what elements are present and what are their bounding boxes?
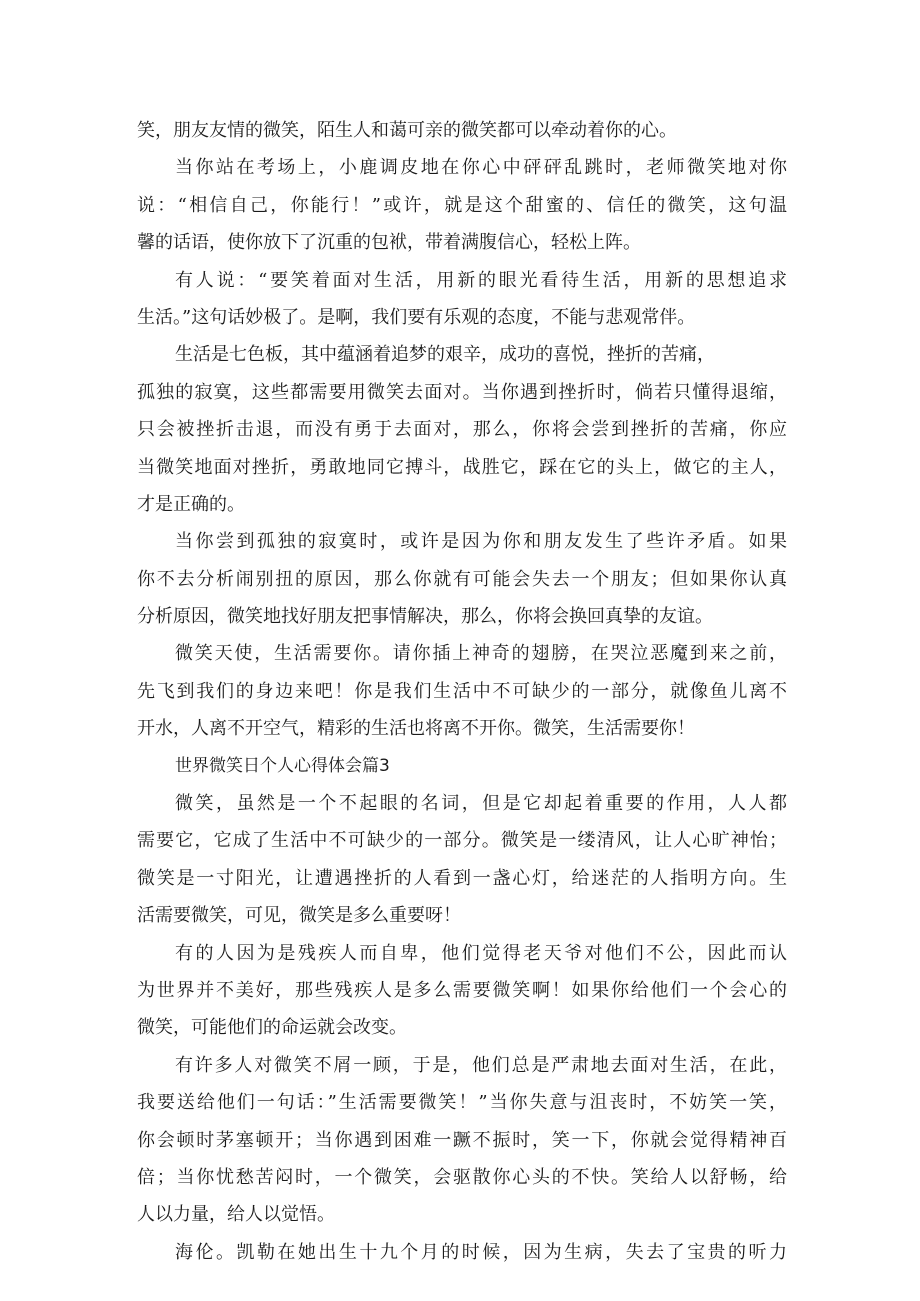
text-line: 当你尝到孤独的寂寞时，或许是因为你和朋友发生了些许矛盾。如果 <box>175 531 787 553</box>
text-line: 微笑，虽然是一个不起眼的名词，但是它却起着重要的作用，人人都 <box>175 793 787 815</box>
text-line: 当微笑地面对挫折，勇敢地同它搏斗，战胜它，踩在它的头上，做它的主人， <box>137 456 787 478</box>
text-line: 有的人因为是残疾人而自卑，他们觉得老天爷对他们不公，因此而认 <box>175 942 787 964</box>
text-line: 人以力量，给人以觉悟。 <box>137 1204 335 1226</box>
text-line: 微笑是一寸阳光，让遭遇挫折的人看到一盏心灯，给迷茫的人指明方向。生 <box>137 867 787 889</box>
text-line: 微笑天使，生活需要你。请你插上神奇的翅膀，在哭泣恶魔到来之前， <box>175 643 787 665</box>
text-line: 海伦。凯勒在她出生十九个月的时候，因为生病，失去了宝贵的听力 <box>175 1241 787 1263</box>
text-line: 馨的话语，使你放下了沉重的包袱，带着满腹信心，轻松上阵。 <box>137 232 641 254</box>
text-line: 你会顿时茅塞顿开；当你遇到困难一蹶不振时，笑一下，你就会觉得精神百 <box>137 1129 787 1151</box>
text-line: 倍；当你忧愁苦闷时，一个微笑，会驱散你心头的不快。笑给人以舒畅，给 <box>137 1166 787 1188</box>
text-line: 当你站在考场上，小鹿调皮地在你心中砰砰乱跳时，老师微笑地对你 <box>175 157 787 179</box>
text-line: 需要它，它成了生活中不可缺少的一部分。微笑是一缕清风，让人心旷神怡； <box>137 830 787 852</box>
text-line: 生活。”这句话妙极了。是啊，我们要有乐观的态度，不能与悲观常伴。 <box>137 306 696 328</box>
text-line: 生活是七色板，其中蕴涵着追梦的艰辛，成功的喜悦，挫折的苦痛， <box>175 344 715 366</box>
text-line: 有许多人对微笑不屑一顾，于是，他们总是严肃地去面对生活，在此， <box>175 1054 787 1076</box>
document-body <box>137 112 787 1271</box>
text-line: 为世界并不美好，那些残疾人是多么需要微笑啊！如果你给他们一个会心的 <box>137 979 787 1001</box>
text-line: 说：“相信自己，你能行！”或许，就是这个甜蜜的、信任的微笑，这句温 <box>137 194 787 216</box>
text-line: 活需要微笑，可见，微笑是多么重要呀！ <box>137 905 461 927</box>
text-line: 才是正确的。 <box>137 493 245 515</box>
section-heading: 世界微笑日个人心得体会篇3 <box>175 755 390 776</box>
text-line: 微笑，可能他们的命运就会改变。 <box>137 1017 407 1039</box>
text-line: 先飞到我们的身边来吧！你是我们生活中不可缺少的一部分，就像鱼儿离不 <box>137 680 787 702</box>
text-line: 我要送给他们一句话：”生活需要微笑！”当你失意与沮丧时，不妨笑一笑， <box>137 1092 787 1114</box>
text-line: 有人说：“要笑着面对生活，用新的眼光看待生活，用新的思想追求 <box>175 269 787 291</box>
text-line: 开水，人离不开空气，精彩的生活也将离不开你。微笑，生活需要你！ <box>137 718 695 740</box>
text-line: 只会被挫折击退，而没有勇于去面对，那么，你将会尝到挫折的苦痛，你应 <box>137 419 787 441</box>
text-line: 笑，朋友友情的微笑，陌生人和蔼可亲的微笑都可以牵动着你的心。 <box>137 120 677 141</box>
text-line: 你不去分析闹别扭的原因，那么你就有可能会失去一个朋友；但如果你认真 <box>137 568 787 590</box>
text-line: 分析原因，微笑地找好朋友把事情解决，那么，你将会换回真挚的友谊。 <box>137 606 713 628</box>
text-line: 孤独的寂寞，这些都需要用微笑去面对。当你遇到挫折时，倘若只懂得退缩， <box>137 381 787 403</box>
